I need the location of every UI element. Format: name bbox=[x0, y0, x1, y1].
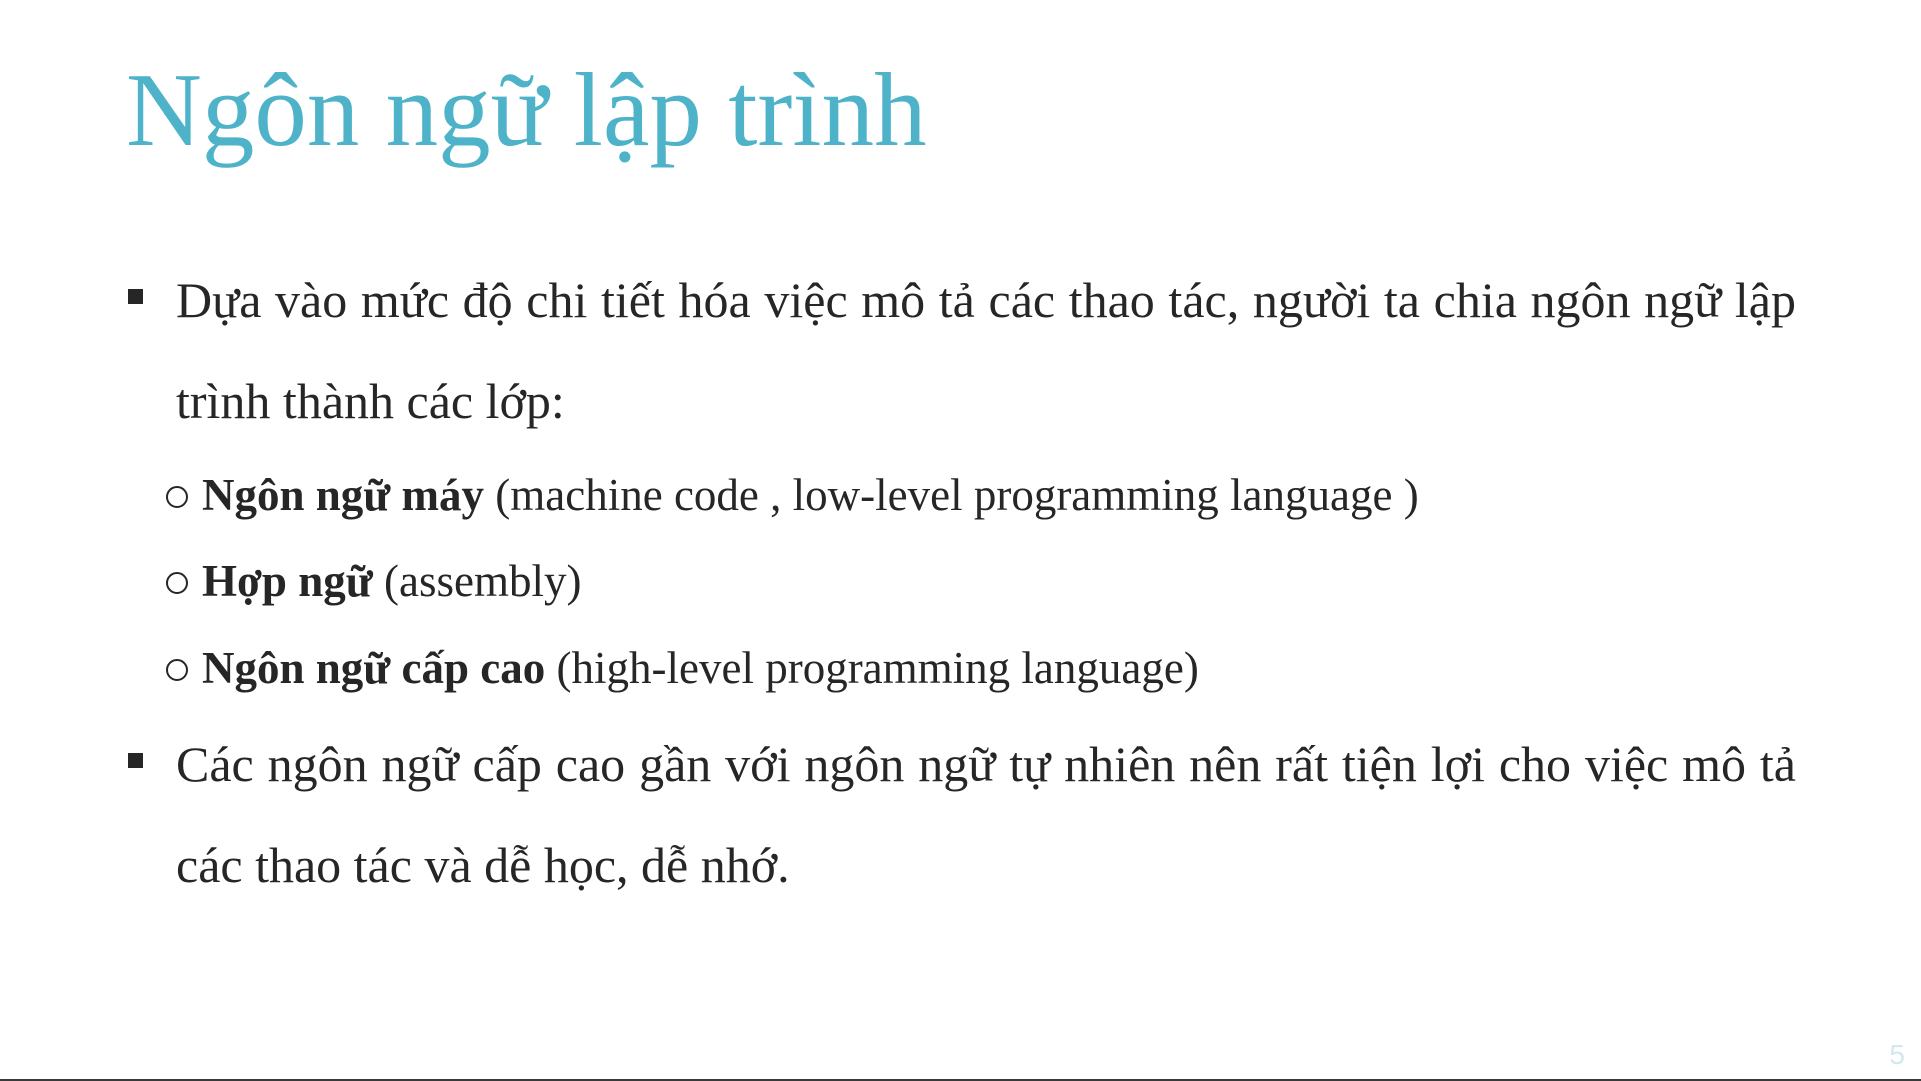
bullet-text: Dựa vào mức độ chi tiết hóa việc mô tả các thao tác, người ta chia ngôn ngữ lập trình thành các lớp: bbox=[176, 272, 1796, 429]
sub-item-detail: (high-level programming language) bbox=[545, 643, 1199, 693]
sub-item-term: Ngôn ngữ máy bbox=[202, 470, 485, 520]
slide-number: 5 bbox=[1889, 1039, 1905, 1070]
sub-item bbox=[166, 465, 1419, 525]
circle-bullet-icon bbox=[166, 486, 188, 508]
sub-item bbox=[166, 638, 1199, 698]
slide-title: Ngôn ngữ lập trình bbox=[126, 51, 927, 168]
square-bullet-icon bbox=[128, 289, 143, 304]
sub-item-detail: (assembly) bbox=[372, 556, 582, 606]
circle-bullet-icon bbox=[166, 659, 188, 681]
sub-item-term: Hợp ngữ bbox=[202, 556, 373, 606]
square-bullet-icon bbox=[128, 753, 143, 768]
bullet-text: Các ngôn ngữ cấp cao gần với ngôn ngữ tự nhiên nên rất tiện lợi cho việc mô tả các thao tác và dễ học, dễ nhớ. bbox=[176, 736, 1796, 893]
circle-bullet-icon bbox=[166, 572, 188, 594]
sub-item-detail: (machine code , low-level programming language ) bbox=[484, 470, 1419, 520]
bullet-item bbox=[176, 714, 1796, 916]
bullet-item bbox=[176, 250, 1796, 452]
sub-item-term: Ngôn ngữ cấp cao bbox=[202, 643, 546, 693]
sub-item bbox=[166, 551, 581, 611]
